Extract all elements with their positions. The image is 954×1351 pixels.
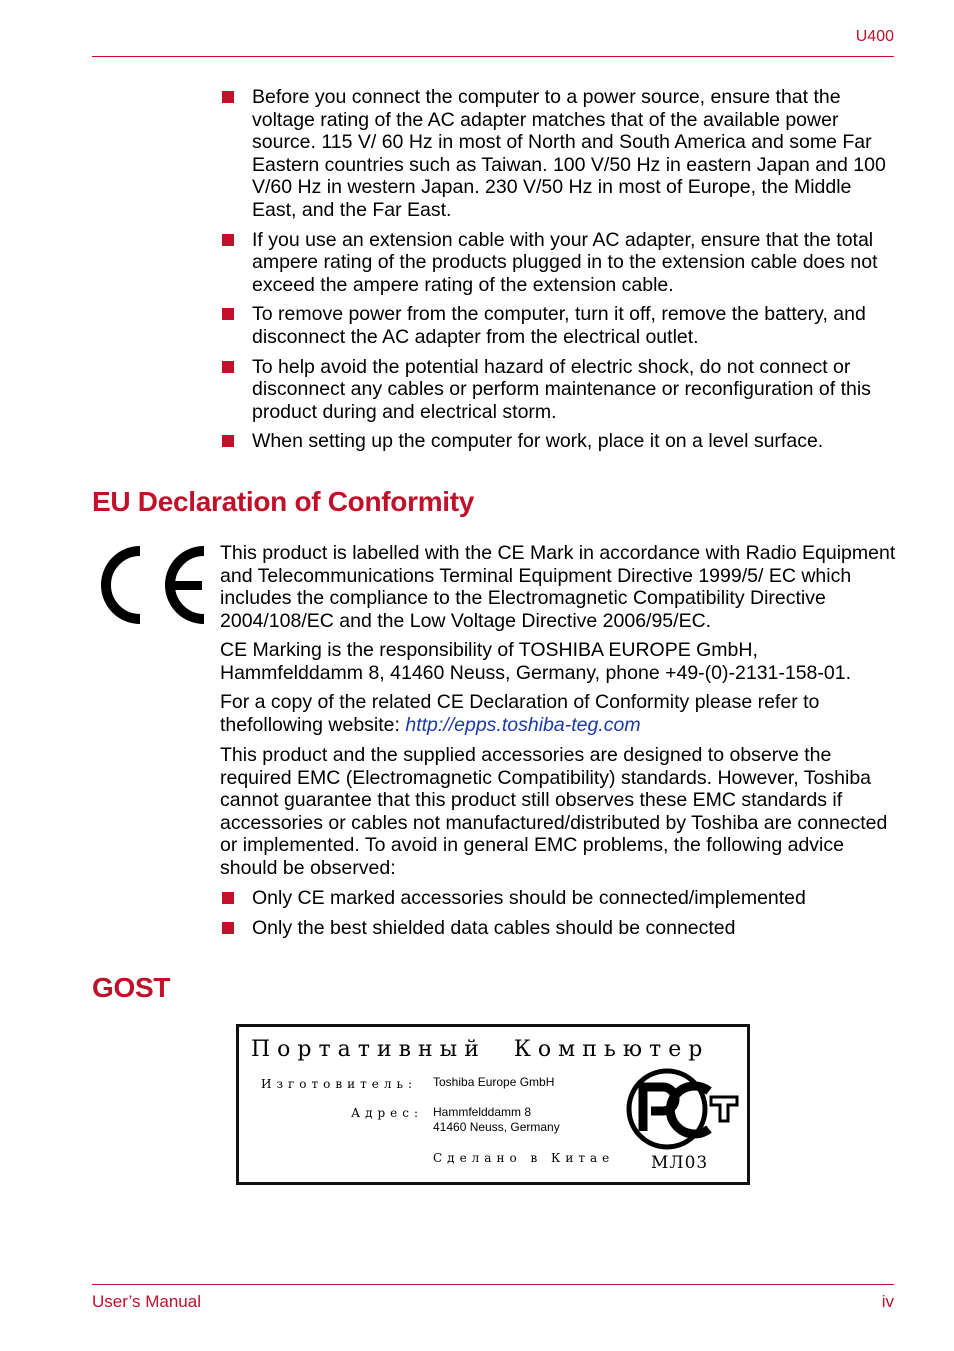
gost-manufacturer-value: Toshiba Europe GmbH <box>433 1075 555 1089</box>
list-item <box>220 430 900 453</box>
footer-manual-title: User’s Manual <box>92 1292 201 1311</box>
bullet-square-icon <box>222 308 234 320</box>
list-item-text: Before you connect the computer to a power source, ensure that the voltage rating of the AC adapter matches that of the available power source. 115 V/ 60 Hz in most of North and South America and some Far Eastern countries such as Taiwan. 100 V/50 Hz in eastern Japan and 100 V/60 Hz in western Japan. 230 V/50 Hz in most of Europe, the Middle East, and the Far East. <box>252 86 886 221</box>
gost-label <box>236 1024 750 1185</box>
list-item-text: To remove power from the computer, turn it off, remove the battery, and disconnect the AC adapter from the electrical outlet. <box>252 303 866 348</box>
ce-paragraph-3-text: For a copy of the related CE Declaration of Conformity please refer to thefollowing website: <box>220 691 820 736</box>
list-item-text: To help avoid the potential hazard of electric shock, do not connect or disconnect any cables or perform maintenance or reconfiguration of this product during and electrical storm. <box>252 355 871 423</box>
list-item <box>220 356 900 424</box>
emc-paragraph: This product and the supplied accessories are designed to observe the required EMC (Electromagnetic Compatibility) standards. However, Toshiba cannot guarantee that this product still observes these EMC standards if accessories or cables not manufactured/distributed by Toshiba are connected or implemented. To avoid in general EMC problems, the following advice should be observed: <box>220 744 888 879</box>
gost-product-title: Портативный Компьютер <box>251 1037 710 1062</box>
list-item <box>220 86 900 222</box>
gost-address-line-2: 41460 Neuss, Germany <box>433 1120 560 1134</box>
gost-made-in: Сделано в Китае <box>433 1151 615 1165</box>
list-item <box>220 917 900 940</box>
bullet-square-icon <box>222 922 234 934</box>
gost-address-line-1: Hammfelddamm 8 <box>433 1105 532 1119</box>
list-item <box>220 229 900 297</box>
toshiba-website-link[interactable]: http://epps.toshiba-teg.com <box>405 713 641 736</box>
gost-code: МЛ03 <box>651 1153 709 1173</box>
ce-paragraph-3 <box>220 691 900 736</box>
list-item-text: Only the best shielded data cables should be connected <box>252 916 736 939</box>
bullet-square-icon <box>222 361 234 373</box>
bullet-square-icon <box>222 892 234 904</box>
list-item-text: Only CE marked accessories should be connected/implemented <box>252 887 806 909</box>
bullet-square-icon <box>222 91 234 103</box>
footer-rule <box>92 1284 894 1285</box>
emc-bullet-list <box>220 887 900 946</box>
list-item <box>220 303 900 348</box>
safety-bullet-list <box>220 86 900 460</box>
footer-page-number: iv <box>881 1292 894 1311</box>
gost-manufacturer-label: Изготовитель: <box>261 1077 418 1091</box>
header-model: U400 <box>855 28 894 45</box>
list-item <box>220 887 900 910</box>
gost-heading: GOST <box>92 972 171 1003</box>
bullet-square-icon <box>222 435 234 447</box>
header-rule <box>92 56 894 57</box>
ce-mark-icon <box>92 543 210 627</box>
rst-certification-logo-icon <box>625 1067 741 1151</box>
list-item-text: When setting up the computer for work, place it on a level surface. <box>252 430 824 453</box>
bullet-square-icon <box>222 234 234 246</box>
list-item-text: If you use an extension cable with your AC adapter, ensure that the total ampere rating of the products plugged in to the extension cable does not exceed the ampere rating of the extension cable. <box>252 228 878 296</box>
gost-address-label: Адрес: <box>351 1106 424 1120</box>
eu-declaration-heading: EU Declaration of Conformity <box>92 486 475 517</box>
ce-paragraph-2: CE Marking is the responsibility of TOSHIBA EUROPE GmbH, Hammfelddamm 8, 41460 Neuss, Germany, phone +49-(0)-2131-158-01. <box>220 639 852 684</box>
ce-paragraph-1: This product is labelled with the CE Mark in accordance with Radio Equipment and Telecommunications Terminal Equipment Directive 1999/5/ EC which includes the compliance to the Electromagnetic Compatibility Directive 2004/108/EC and the Low Voltage Directive 2006/95/EC. <box>220 542 896 632</box>
